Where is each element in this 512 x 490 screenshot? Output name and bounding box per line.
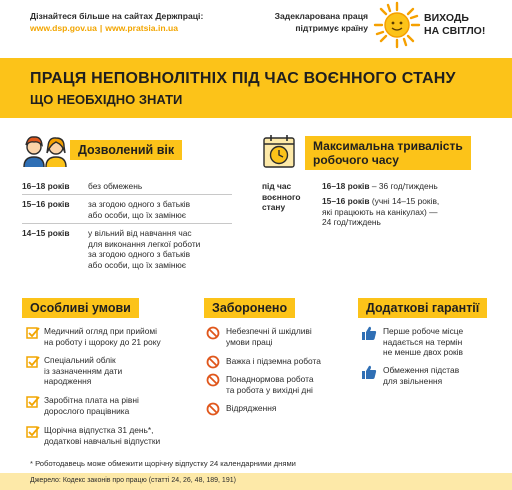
list-item: Важка і підземна робота [226,356,321,366]
sites-label: Дізнайтеся більше на сайтах Держпраці: [30,11,204,21]
age-label: 15–16 років [22,199,70,209]
list-item: Понаднормова робота та робота у вихідні дні [226,374,314,395]
prohibited-icon [206,355,220,369]
divider [22,223,232,224]
campaign-line-1: ВИХОДЬ [424,12,469,24]
site-link-dsp[interactable]: www.dsp.gov.ua [30,23,97,33]
prohibited-icon [206,402,220,416]
header [0,0,512,54]
calendar-clock-icon [262,133,296,169]
checkbox-icon [26,425,40,439]
children-icon [20,133,70,169]
header-slogan [248,10,368,34]
age-condition: за згодою одного з батьків або особи, що їх замінює [88,199,191,220]
checkbox-icon [26,395,40,409]
source-note: Джерело: Кодекс законів про працю (статті 24, 26, 48, 189, 191) [30,477,236,484]
title-band [0,58,512,118]
thumbs-up-icon [361,325,377,341]
guarantees-heading: Додаткові гарантії [358,298,487,318]
age-condition: без обмежень [88,181,143,191]
age-label: 14–15 років [22,228,70,238]
header-sites [30,10,203,34]
checkbox-icon [26,355,40,369]
work-time-line: 15–16 років (учні 14–15 років, які працюють на канікулах) — 24 год/тиждень [322,196,440,227]
list-item: Заробітна плата на рівні дорослого працівника [44,395,139,416]
prohibited-icon [206,373,220,387]
list-item: Перше робоче місце надається на термін не менше двох років [383,326,464,357]
page-title: ПРАЦЯ НЕПОВНОЛІТНІХ ПІД ЧАС ВОЄННОГО СТАНУ [30,70,456,87]
wartime-label: під час воєнного стану [262,181,301,212]
slogan-line-2: підтримує країну [295,23,368,33]
site-link-pratsia[interactable]: www.pratsia.in.ua [105,23,179,33]
special-conditions-heading: Особливі умови [22,298,139,318]
work-time-heading: Максимальна тривалість робочого часу [305,136,471,170]
age-label: 16–18 років [22,181,70,191]
prohibited-icon [206,326,220,340]
list-item: Небезпечні й шкідливі умови праці [226,326,312,347]
divider [22,194,232,195]
page-subtitle: ЩО НЕОБХІДНО ЗНАТИ [30,92,183,107]
forbidden-heading: Заборонено [204,298,295,318]
footnote: * Роботодавець може обмежити щорічну відпустку 24 календарними днями [30,459,296,468]
work-time-line: 16–18 років – 36 год/тиждень [322,181,438,191]
list-item: Відрядження [226,403,277,413]
thumbs-up-icon [361,364,377,380]
allowed-age-heading: Дозволений вік [70,140,182,160]
list-item: Обмеження підстав для звільнення [383,365,460,386]
site-separator: | [99,23,103,33]
campaign-title [424,12,485,38]
list-item: Щорічна відпустка 31 день*, додаткові навчальні відпустки [44,425,161,446]
checkbox-icon [26,326,40,340]
age-condition: у вільний від навчання час для виконання легкої роботи за згодою одного з батьків або особи, що їх замінює [88,228,201,270]
slogan-line-1: Задекларована праця [274,11,368,21]
campaign-line-2: НА СВІТЛО! [424,25,486,37]
list-item: Медичний огляд при прийомі на роботу і щороку до 21 року [44,326,161,347]
list-item: Спеціальний облік із зазначенням дати народження [44,355,123,386]
sun-logo-icon [372,0,422,50]
